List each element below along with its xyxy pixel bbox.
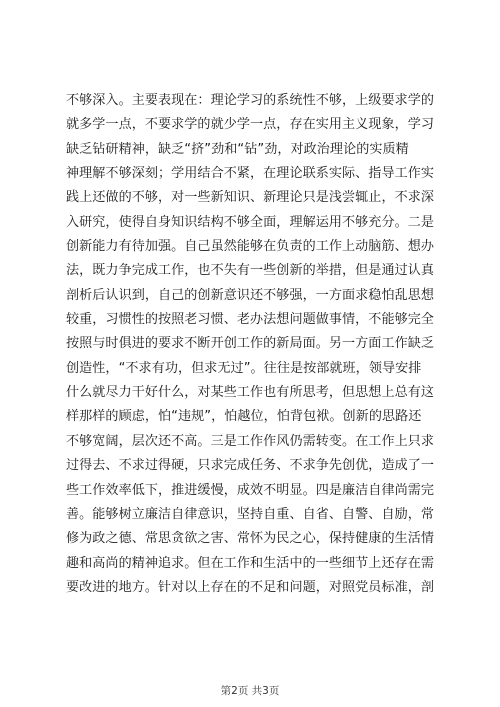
text-line: 剖析后认识到，自己的创新意识还不够强，一方面求稳怕乱思想 xyxy=(66,287,435,303)
text-line: 不够宽阔，层次还不高。三是工作作风仍需转变。在工作上只求 xyxy=(66,433,435,449)
body-text xyxy=(66,89,446,600)
text-line: 什么就尽力干好什么，对某些工作也有所思考，但思想上总有这 xyxy=(66,385,435,401)
text-line: 入研究，使得自身知识结构不够全面，理解运用不够充分。二是 xyxy=(66,214,435,230)
text-line: 创造性，“不求有功，但求无过”。往往是按部就班，领导安排 xyxy=(66,360,422,376)
text-line: 创新能力有待加强。自己虽然能够在负责的工作上动脑筋、想办 xyxy=(66,239,435,255)
text-line: 些工作效率低下，推进缓慢，成效不明显。四是廉洁自律尚需完 xyxy=(66,482,435,498)
text-line: 修为政之德、常思贪欲之害、常怀为民之心，保持健康的生活情 xyxy=(66,531,435,547)
text-line: 样那样的顾虑，怕“违规”，怕越位，怕背包袱。创新的思路还 xyxy=(66,409,422,425)
text-line: 按照与时俱进的要求不断开创工作的新局面。另一方面工作缺乏 xyxy=(66,336,435,352)
text-line: 就多学一点，不要求学的就少学一点，存在实用主义现象，学习 xyxy=(66,117,435,133)
text-line: 较重，习惯性的按照老习惯、老办法想问题做事情，不能够完全 xyxy=(66,312,435,328)
text-line: 善。能够树立廉洁自律意识，坚持自重、自省、自警、自励，常 xyxy=(66,506,435,522)
text-line: 神理解不够深刻；学用结合不紧，在理论联系实际、指导工作实 xyxy=(66,166,435,182)
text-line: 法，既力争完成工作，也不失有一些创新的举措，但是通过认真 xyxy=(66,263,435,279)
text-line: 过得去、不求过得硬，只求完成任务、不求争先创优，造成了一 xyxy=(66,458,435,474)
text-line: 要改进的地方。针对以上存在的不足和问题，对照党员标准，剖 xyxy=(66,579,435,595)
text-line: 践上还做的不够，对一些新知识、新理论只是浅尝辄止，不求深 xyxy=(66,190,435,206)
text-line: 趣和高尚的精神追求。但在工作和生活中的一些细节上还存在需 xyxy=(66,555,435,571)
page-number-footer: 第2页 共3页 xyxy=(220,685,280,697)
text-line: 缺乏钻研精神，缺乏“挤”劲和“钻”劲，对政治理论的实质精 xyxy=(66,141,409,157)
text-line: 不够深入。主要表现在：理论学习的系统性不够，上级要求学的 xyxy=(66,93,435,108)
